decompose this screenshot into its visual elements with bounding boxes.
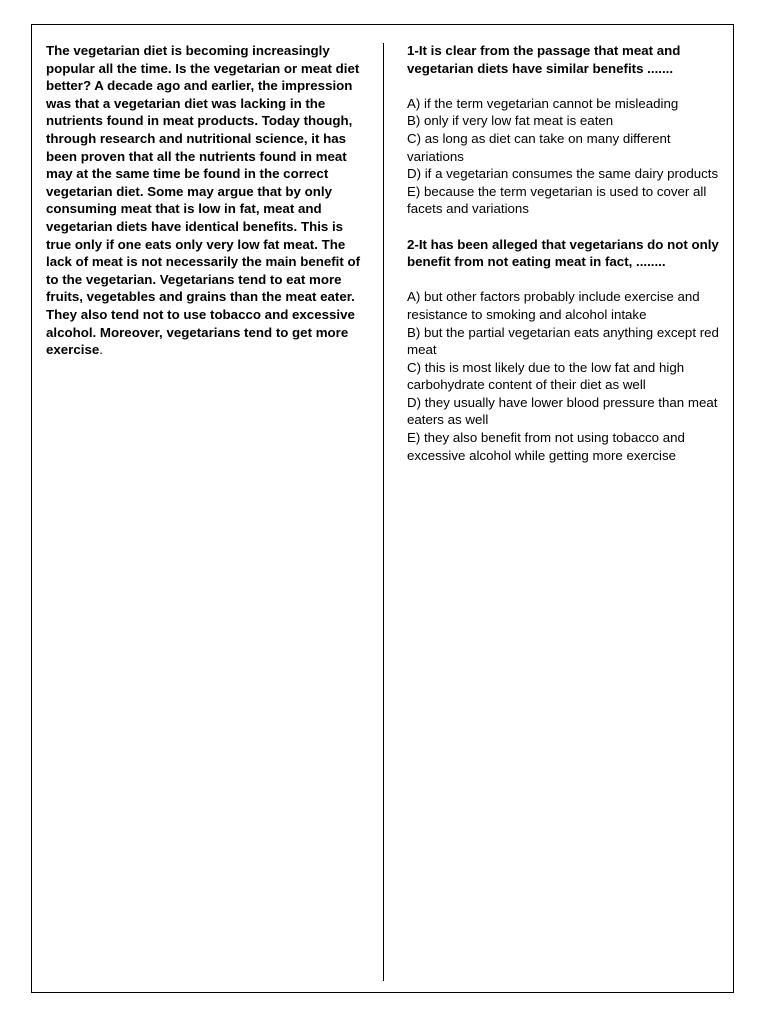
option-c: C) this is most likely due to the low fat and high carbohydrate content of their diet as well <box>407 359 685 393</box>
option-a: A) but other factors probably include exercise and resistance to smoking and alcohol intake <box>407 289 700 322</box>
option-d: D) if a vegetarian consumes the same dairy products <box>407 166 719 182</box>
option-c: C) as long as diet can take on many different variations <box>407 130 671 164</box>
question-stem: 2-It has been alleged that vegetarians do not only benefit from not eating meat in fact, ........ <box>407 236 719 270</box>
option-e: E) because the term vegetarian is used to cover all facets and variations <box>407 183 707 217</box>
question-stem: 1-It is clear from the passage that meat and vegetarian diets have similar benefits ....... <box>407 43 681 76</box>
option-b: B) but the partial vegetarian eats anything except red meat <box>407 324 719 358</box>
question-2 <box>407 236 725 465</box>
passage-end-period: . <box>99 342 103 358</box>
passage-text: The vegetarian diet is becoming increasingly popular all the time. Is the vegetarian or meat diet better? A decade ago and earlier, the impression was that a vegetarian diet was lacking in the nutrients found in meat products. Today though, through research and nutritional science, it has been proven that all the nutrients found in meat may at the same time be found in the correct vegetarian diet. Some may argue that by only consuming meat that is low in fat, meat and vegetarian diets have identical benefits. This is true only if one eats only very low fat meat. The lack of meat is not necessarily the main benefit of to the vegetarian. Vegetarians tend to eat more fruits, vegetables and grains than the meat eater. They also tend not to use tobacco and excessive alcohol. Moreover, vegetarians tend to get more exercise <box>46 43 361 358</box>
column-divider <box>383 43 384 981</box>
option-a: A) if the term vegetarian cannot be misleading <box>407 95 679 111</box>
option-e: E) they also benefit from not using tobacco and excessive alcohol while getting more exercise <box>407 430 685 463</box>
option-b: B) only if very low fat meat is eaten <box>407 113 614 129</box>
question-list <box>407 42 725 482</box>
reading-passage <box>46 42 366 359</box>
question-1 <box>407 42 725 218</box>
option-d: D) they usually have lower blood pressure than meat eaters as well <box>407 394 718 428</box>
